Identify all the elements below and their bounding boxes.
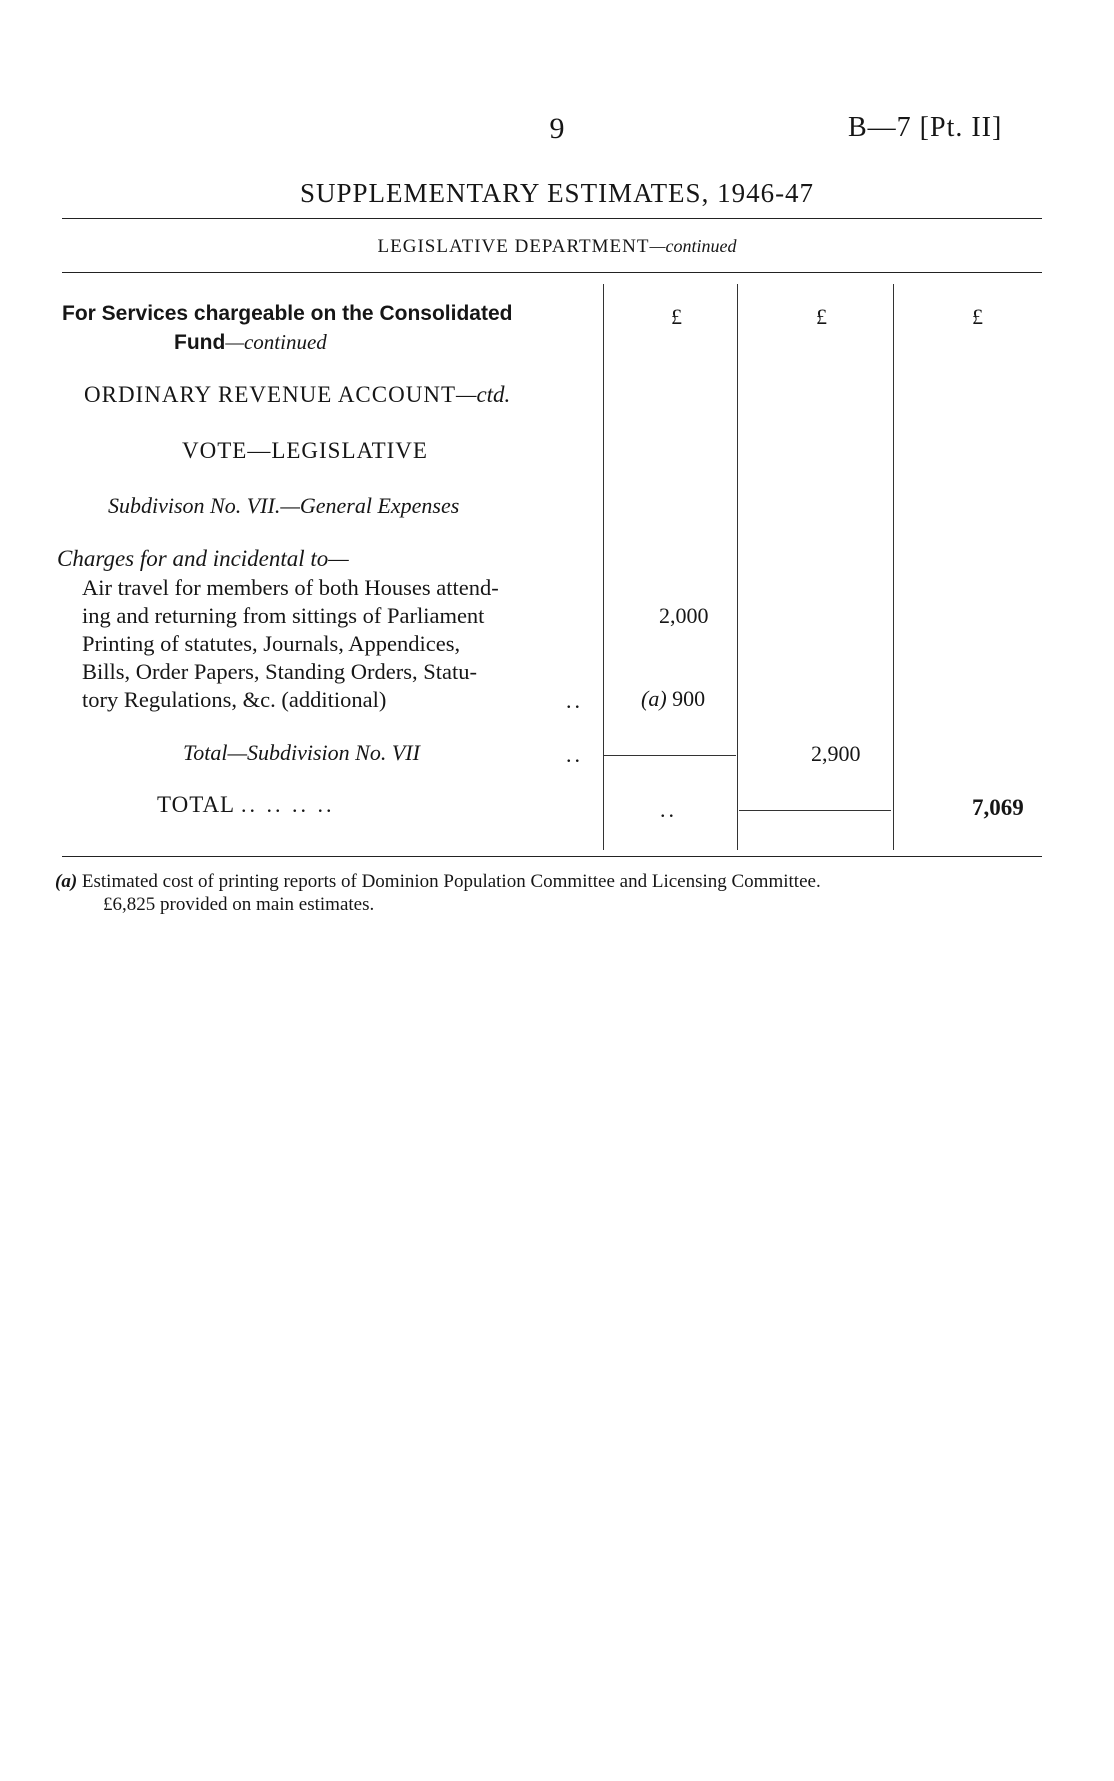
column-divider-3 <box>893 284 894 850</box>
department-heading <box>0 236 1114 258</box>
leader-dots: .. <box>566 688 583 713</box>
table-top-rule <box>62 272 1042 273</box>
account-suffix: —ctd. <box>456 382 511 407</box>
total-rule <box>739 810 891 811</box>
title-rule <box>62 218 1042 219</box>
services-heading-line1: For Services chargeable on the Consolidated <box>62 302 513 325</box>
services-heading-suffix: —continued <box>225 330 327 354</box>
vote-heading: VOTE—LEGISLATIVE <box>182 438 428 463</box>
line-item-text-1: Air travel for members of both Houses attend- <box>82 575 499 600</box>
line-item-text-2: ing and returning from sittings of Parliament <box>82 603 485 628</box>
line-item-amount: 2,000 <box>659 603 709 628</box>
currency-col-2: £ <box>816 304 827 329</box>
document-title: SUPPLEMENTARY ESTIMATES, 1946-47 <box>299 178 815 208</box>
column-divider-2 <box>737 284 738 850</box>
total-col1-dots: .. <box>660 797 677 822</box>
leader-dots: .. <box>566 742 583 767</box>
line-item-amount <box>641 686 705 712</box>
account-heading <box>84 382 510 408</box>
account-name: ORDINARY REVENUE ACCOUNT <box>84 382 456 407</box>
page-reference: B—7 [Pt. II] <box>848 112 1003 143</box>
currency-col-3: £ <box>972 304 983 329</box>
footnote <box>55 870 1055 916</box>
line-item <box>82 574 602 630</box>
services-heading-fund: Fund <box>174 331 226 354</box>
subdivision-heading: Subdivison No. VII.—General Expenses <box>108 493 460 518</box>
subtotal-rule <box>604 755 736 756</box>
footnote-line2: £6,825 provided on main estimates. <box>103 894 375 915</box>
amount-value: 900 <box>672 686 706 711</box>
total-text: TOTAL <box>157 792 235 817</box>
line-item <box>82 630 602 714</box>
currency-col-1: £ <box>671 304 682 329</box>
line-item-text-2: Bills, Order Papers, Standing Orders, Statu- <box>82 659 477 684</box>
footnote-line1: Estimated cost of printing reports of Dominion Population Committee and Licensing Committee. <box>81 871 821 892</box>
total-label <box>157 792 335 818</box>
table-bottom-rule <box>62 856 1042 857</box>
subtotal-label: Total—Subdivision No. VII <box>183 740 420 765</box>
department-name: LEGISLATIVE DEPARTMENT <box>377 236 650 257</box>
grand-total-amount: 7,069 <box>972 795 1024 820</box>
footnote-marker: (a) <box>55 871 78 892</box>
line-item-text-1: Printing of statutes, Journals, Appendices, <box>82 631 461 656</box>
line-item-text-3: tory Regulations, &c. (additional) <box>82 687 387 712</box>
charges-heading: Charges for and incidental to— <box>57 546 349 571</box>
services-heading-line2 <box>62 328 602 357</box>
subtotal-amount: 2,900 <box>811 741 861 766</box>
footnote-ref: (a) <box>641 686 667 711</box>
department-suffix: —continued <box>649 236 737 256</box>
page-number: 9 <box>549 112 565 145</box>
total-dots: .. .. .. .. <box>241 792 335 817</box>
column-divider-1 <box>603 284 604 850</box>
services-heading <box>62 300 602 357</box>
